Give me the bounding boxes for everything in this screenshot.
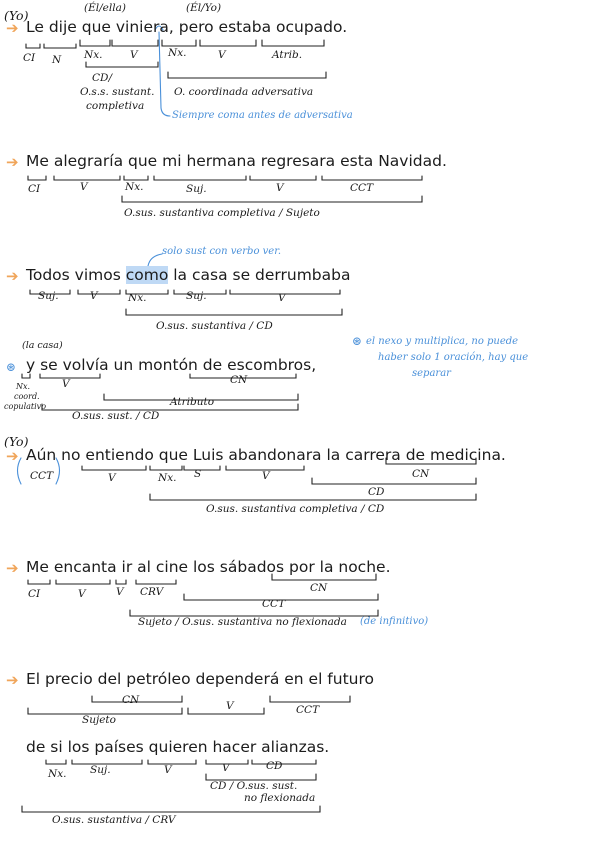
s4-asterisk-icon: ⊛ [6, 360, 17, 374]
s5-label-cn: CN [412, 468, 430, 480]
s5-label-nx: Nx. [158, 472, 177, 484]
s8-label-cd: CD [266, 760, 283, 772]
s1-note-comma: Siempre coma antes de adversativa [172, 110, 353, 121]
s3-label-suj: Suj. [38, 290, 59, 302]
s4-label-coord-2: copulativo [4, 402, 47, 411]
s4-label-v: V [62, 378, 70, 390]
s7-label-v: V [226, 700, 234, 712]
s1-label-ci: CI [23, 52, 36, 64]
s4-label-coord-1: coord. [14, 392, 40, 401]
s1-label-v: V [130, 49, 138, 61]
s3-label-v2: V [278, 292, 286, 304]
s3-sentence-part-2: la casa se derrumbaba [168, 266, 351, 284]
s1-label-oss-2: completiva [86, 100, 145, 112]
s1-subject-note: (Yo) [4, 8, 29, 23]
s1-above-note-1: (Él/ella) [84, 2, 126, 14]
s3-sentence-part-1: Todos vimos [26, 266, 126, 284]
s1-label-cd: CD/ [92, 72, 112, 84]
s2-label-nx: Nx. [125, 181, 144, 193]
s1-label-v2: V [218, 49, 226, 61]
s3-label-oss: O.sus. sustantiva / CD [156, 320, 273, 332]
s2-label-suj: Suj. [186, 183, 207, 195]
s5-label-cct: CCT [30, 470, 54, 482]
s8-sentence: de si los países quieren hacer alianzas. [26, 738, 330, 756]
s5-label-v2: V [262, 470, 270, 482]
s2-label-oss: O.sus. sustantiva completiva / Sujeto [124, 207, 320, 219]
s4-sentence: y se volvía un montón de escombros, [26, 356, 317, 374]
s5-arrow-icon: ➔ [6, 447, 19, 465]
s2-label-v2: V [276, 182, 284, 194]
s6-label-oss: Sujeto / O.sus. sustantiva no flexionada [138, 616, 347, 628]
s6-label-v: V [78, 588, 86, 600]
s7-label-cct: CCT [296, 704, 320, 716]
s2-label-v: V [80, 181, 88, 193]
s8-label-oss: O.sus. sustantiva / CRV [52, 814, 176, 826]
s4-label-atrib: Atributo [170, 396, 215, 408]
s1-label-n: N [52, 54, 62, 66]
s6-label-cct: CCT [262, 598, 286, 610]
s4-label-oss: O.sus. sust. / CD [72, 410, 160, 422]
s1-label-atrib: Atrib. [272, 49, 303, 61]
s8-label-suj: Suj. [90, 764, 111, 776]
s3-note-ver: solo sust con verbo ver. [162, 246, 282, 257]
s4-subject-note: (la casa) [22, 340, 63, 351]
s5-label-s: S [194, 468, 202, 480]
s7-sentence: El precio del petróleo dependerá en el futuro [26, 670, 375, 688]
s6-arrow-icon: ➔ [6, 559, 19, 577]
s1-label-oss-1: O.s.s. sustant. [80, 86, 155, 98]
s4-note-line-1: el nexo y multiplica, no puede [366, 336, 519, 347]
s1-sentence [26, 18, 347, 36]
s3-label-suj2: Suj. [186, 290, 207, 302]
s8-label-v: V [164, 764, 172, 776]
s2-label-cct: CCT [350, 182, 374, 194]
s6-note-infinitive: (de infinitivo) [360, 616, 429, 627]
s7-arrow-icon: ➔ [6, 671, 19, 689]
s7-label-cn: CN [122, 694, 140, 706]
s3-sentence [26, 266, 350, 284]
s6-label-cn: CN [310, 582, 328, 594]
s8-label-cdoss-2: no flexionada [244, 792, 316, 804]
s2-label-ci: CI [28, 183, 41, 195]
s2-sentence: Me alegraría que mi hermana regresara esta Navidad. [26, 152, 447, 170]
s6-label-ci: CI [28, 588, 41, 600]
s5-label-cd: CD [368, 486, 385, 498]
s3-arrow-icon: ➔ [6, 267, 19, 285]
s7-label-suj: Sujeto [82, 714, 116, 726]
s4-label-cn: CN [230, 374, 248, 386]
s3-label-nx: Nx. [128, 292, 147, 304]
s1-sentence-part-b: , pero estaba ocupado. [168, 18, 348, 36]
s4-note-line-2: haber solo 1 oración, hay que [378, 352, 529, 363]
s1-arrow-icon: ➔ [6, 19, 19, 37]
s4-label-nx: Nx. [16, 382, 31, 391]
s6-sentence: Me encanta ir al cine los sábados por la noche. [26, 558, 391, 576]
s3-label-v: V [90, 290, 98, 302]
s2-arrow-icon: ➔ [6, 153, 19, 171]
s3-highlighted-como: como [125, 266, 169, 284]
s4-note-asterisk-icon: ⊛ [352, 334, 363, 348]
s1-label-nx2: Nx. [168, 47, 187, 59]
s1-label-nx: Nx. [84, 49, 103, 61]
s5-sentence: Aún no entiendo que Luis abandonara la carrera de medicina. [26, 446, 506, 464]
s1-above-note-2: (Él/Yo) [186, 2, 222, 14]
s5-subject-note: (Yo) [4, 434, 29, 449]
s6-label-v2: V [116, 586, 124, 598]
s8-label-cdoss-1: CD / O.sus. sust. [210, 780, 298, 792]
s1-label-coord: O. coordinada adversativa [174, 86, 314, 98]
s1-sentence-part-a: Le dije que viniera [26, 18, 169, 36]
s8-label-v2: V [222, 762, 230, 774]
s6-label-crv: CRV [140, 586, 164, 598]
s5-label-v: V [108, 472, 116, 484]
s4-note-line-3: separar [412, 368, 451, 379]
s8-label-nx: Nx. [48, 768, 67, 780]
s5-label-oss: O.sus. sustantiva completiva / CD [206, 503, 385, 515]
